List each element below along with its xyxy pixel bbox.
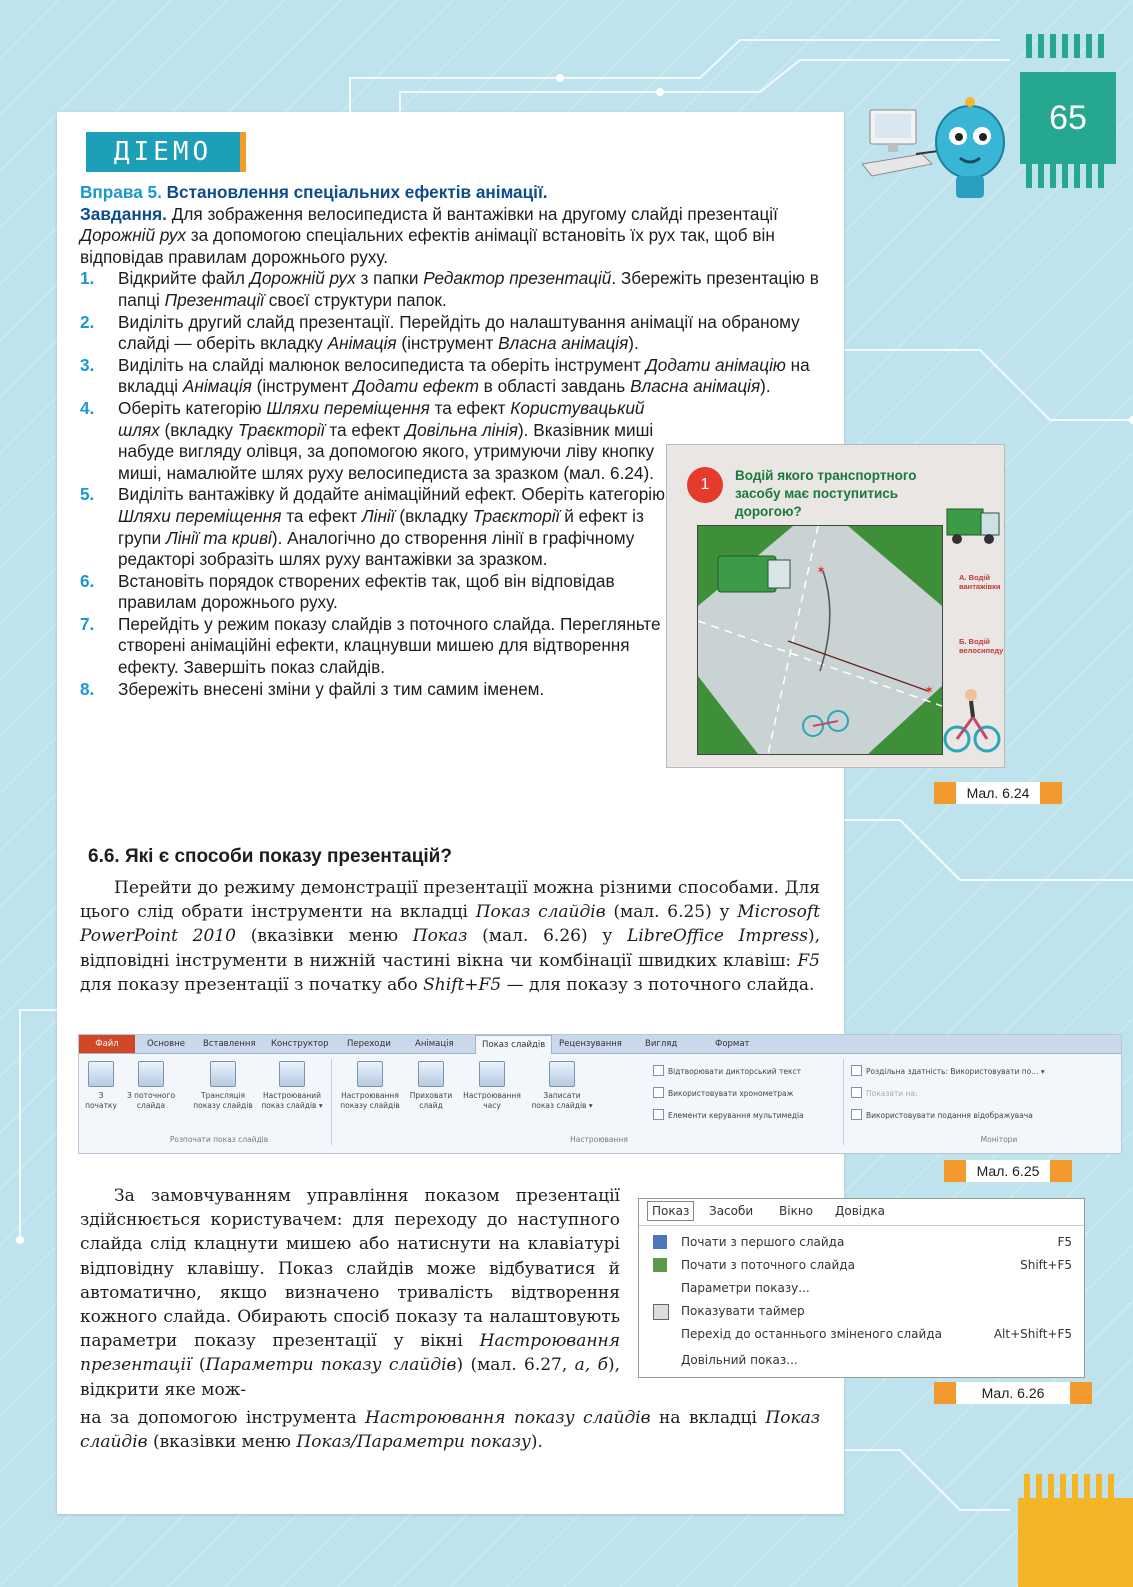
show-on-label: Показати на:	[866, 1089, 918, 1098]
slideshow-icon	[653, 1235, 667, 1249]
button-label: початку	[85, 1101, 117, 1110]
step-text: (вкладку	[164, 419, 234, 440]
task-text-part: за допомогою спеціальних ефектів анімації встановіть їх рух так, щоб він відповідав правилам дорожнього руху.	[80, 225, 775, 267]
menu-bar	[639, 1199, 1084, 1226]
para-text: для показу презентації з початку або	[80, 974, 418, 995]
tab-insert[interactable]: Вставлення	[203, 1039, 256, 1049]
menu-item-last-edited[interactable]	[639, 1323, 1084, 1345]
button-label: Настроювання	[463, 1091, 521, 1100]
menu-item-start-current[interactable]	[639, 1254, 1084, 1276]
step-text: своєї структури папок.	[268, 289, 447, 310]
menu-item-start-first[interactable]	[639, 1231, 1084, 1253]
section-paragraph-2	[80, 1184, 620, 1402]
step-italic: Власна анімація	[630, 376, 761, 397]
ribbon-separator	[331, 1059, 332, 1145]
intersection-illustration	[697, 525, 943, 755]
para-text: ).	[530, 1432, 543, 1453]
step-number: 6.	[80, 570, 95, 591]
step-number: 4.	[80, 397, 95, 418]
presenter-view-checkbox[interactable]	[851, 1109, 1033, 1120]
page-tab-stripes-bottom	[1026, 164, 1110, 188]
step-text: Виділіть на слайді малюнок велосипедиста та оберіть інструмент	[118, 354, 641, 375]
slide-question: Водій якого транспортного засобу має поступитись дорогою?	[735, 468, 917, 519]
para-italic: Показ слайдів	[80, 1408, 821, 1453]
impress-slideshow-menu	[638, 1198, 1085, 1378]
step-italic: Дорожній рух	[249, 268, 356, 289]
step-italic: Додати анімацію	[645, 354, 786, 375]
step-text: Встановіть порядок створених ефектів так, щоб він відповідав правилам дорожнього руху.	[118, 570, 615, 613]
step-item	[80, 614, 670, 679]
custom-show-icon	[279, 1061, 305, 1087]
step-item	[80, 484, 670, 570]
section-title: 6.6. Які є способи показу презентацій?	[88, 846, 452, 867]
custom-show-button[interactable]	[257, 1061, 327, 1111]
figure-slide-traffic	[666, 444, 1005, 768]
page-tab-stripes	[1026, 34, 1110, 58]
ribbon-separator	[843, 1059, 844, 1145]
figure-caption-6-26: Мал. 6.26	[934, 1382, 1092, 1404]
para-text: (мал. 6.26) у	[482, 926, 613, 947]
resolution-label: Роздільна здатність:	[866, 1067, 949, 1076]
step-text: Оберіть категорію	[118, 397, 262, 418]
para-italic: LibreOffice Impress	[627, 926, 808, 947]
record-show-button[interactable]	[529, 1061, 595, 1111]
step-text: Виділіть вантажівку й додайте анімаційний ефект. Оберіть категорію	[118, 484, 665, 505]
tab-file[interactable]: Файл	[79, 1035, 135, 1053]
step-italic: Користувацький шлях	[118, 397, 645, 440]
step-text: та ефект	[329, 419, 401, 440]
step-item	[80, 571, 670, 614]
intersection-drawing	[698, 526, 942, 754]
step-text: Збережіть внесені зміни у файлі з тим самим іменем.	[118, 678, 545, 699]
broadcast-button[interactable]	[191, 1061, 255, 1111]
tab-slideshow[interactable]: Показ слайдів	[475, 1035, 552, 1054]
narration-checkbox[interactable]	[653, 1065, 801, 1076]
checkbox-label: Використовувати подання відображувача	[866, 1111, 1033, 1120]
group-setup-label: Настроювання	[570, 1135, 628, 1144]
para-text: (мал. 6.25) у	[613, 902, 730, 923]
step-italic: Редактор презентацій	[423, 268, 612, 289]
step-item	[80, 312, 820, 355]
para-italic: Shift+F5	[423, 974, 502, 995]
step-text: в області завдань	[483, 376, 626, 397]
exercise-heading	[80, 182, 820, 204]
slideshow-current-icon	[138, 1061, 164, 1087]
menu-item-shortcut: F5	[1057, 1235, 1072, 1249]
button-label: Настроюваний	[262, 1091, 322, 1100]
menu-tools[interactable]: Засоби	[709, 1204, 754, 1218]
step-italic: Траєкторії	[472, 505, 560, 526]
resolution-value: Використовувати по...	[950, 1067, 1039, 1076]
button-label: слайд	[419, 1101, 443, 1110]
step-item	[80, 355, 820, 398]
section-badge: ДІЕМО	[86, 132, 246, 172]
task-text-part: Для зображення велосипедиста й вантажівки на другому слайді презентації	[171, 203, 778, 224]
step-italic: Анімація	[327, 333, 397, 354]
menu-help[interactable]: Довідка	[835, 1204, 886, 1218]
para-text: на вкладці	[659, 1408, 757, 1428]
step-text: та ефект	[434, 397, 506, 418]
powerpoint-ribbon	[78, 1034, 1122, 1154]
checkbox-label: Відтворювати дикторський текст	[668, 1067, 802, 1076]
step-text: (інструмент	[256, 376, 349, 397]
task-text-italic: Дорожній рух	[80, 225, 187, 246]
step-italic: Шляхи переміщення	[118, 505, 282, 526]
para-italic: Настроювання показу слайдів	[365, 1408, 651, 1428]
para-text: ), відкрити яке мож-	[80, 1355, 621, 1400]
button-label: показу слайдів	[340, 1101, 400, 1110]
menu-item-shortcut: Alt+Shift+F5	[993, 1327, 1072, 1341]
cyclist-icon	[943, 683, 1001, 755]
checkbox-icon	[653, 1109, 664, 1120]
checkbox-label: Використовувати хронометраж	[668, 1089, 794, 1098]
page-number: 65	[1020, 72, 1116, 164]
para-text: — для показу з поточного слайда.	[506, 974, 815, 995]
para-italic: Параметри показу слайдів	[205, 1355, 457, 1376]
menu-item-label: Перехід до останнього зміненого слайда	[681, 1327, 942, 1341]
para-italic: Microsoft PowerPoint 2010	[80, 902, 821, 947]
step-italic: Презентації	[164, 289, 264, 310]
tab-review[interactable]: Рецензування	[559, 1039, 622, 1049]
para-text: Перейти до режиму демонстрації презентації можна різними способами. Для цього слід обрати інструменти на вкладці	[80, 878, 820, 923]
svg-text:✶: ✶	[924, 683, 935, 697]
menu-window[interactable]: Вікно	[779, 1204, 814, 1218]
menu-item-custom-show[interactable]	[639, 1349, 1084, 1371]
step-italic: Траєкторії	[237, 419, 325, 440]
step-number: 8.	[80, 678, 95, 699]
button-label: показ слайдів ▾	[261, 1101, 323, 1110]
menu-item-label: Почати з першого слайда	[681, 1235, 845, 1249]
step-text: . Збережіть презентацію в папці	[118, 268, 819, 310]
record-icon	[549, 1061, 575, 1087]
monitor-icon	[851, 1065, 862, 1076]
corner-stripes	[1024, 1474, 1120, 1498]
exercise-number: Вправа 5.	[80, 182, 162, 202]
broadcast-icon	[210, 1061, 236, 1087]
step-italic: Шляхи переміщення	[266, 397, 430, 418]
timing-icon	[479, 1061, 505, 1087]
group-start-label: Розпочати показ слайдів	[169, 1135, 269, 1144]
slideshow-start-icon	[88, 1061, 114, 1087]
checkbox-label: Елементи керування мультимедіа	[668, 1111, 804, 1120]
menu-item-label: Показувати таймер	[681, 1304, 805, 1318]
hide-slide-button[interactable]	[407, 1061, 455, 1111]
step-italic: Анімація	[182, 376, 252, 397]
question-number-badge: 1	[687, 467, 723, 503]
group-monitors-label: Монітори	[980, 1135, 1018, 1144]
step-text: з папки	[360, 268, 419, 289]
step-text: ). Вказівник миші набуде вигляду олівця, за допомогою якого, утримуючи ліву кнопку миші, намалюйте шлях руху велосипедиста за зразком (мал. 6.24).	[118, 419, 655, 483]
exercise-title: Встановлення спеціальних ефектів анімації.	[166, 182, 548, 202]
step-italic: Лінії	[361, 505, 395, 526]
step-text: Відкрийте файл	[118, 268, 245, 289]
button-label: слайда	[136, 1101, 166, 1110]
corner-block	[1018, 1498, 1133, 1587]
step-number: 3.	[80, 354, 95, 375]
button-label: Записати	[543, 1091, 581, 1100]
step-item	[80, 268, 820, 311]
para-text: (вказівки меню	[152, 1432, 291, 1453]
step-italic: Власна анімація	[498, 333, 629, 354]
tab-transitions[interactable]: Переходи	[347, 1039, 391, 1049]
step-number: 7.	[80, 613, 95, 634]
step-text: на вкладці	[118, 354, 810, 397]
menu-item-settings[interactable]	[639, 1277, 1084, 1299]
hide-slide-icon	[418, 1061, 444, 1087]
menu-item-show-timer[interactable]	[639, 1300, 1084, 1322]
para-italic: а, б	[574, 1355, 608, 1376]
task-text	[80, 204, 820, 269]
step-italic: Лінії та криві	[165, 527, 272, 548]
menu-item-label: Почати з поточного слайда	[681, 1258, 855, 1272]
step-text: (вкладку	[399, 505, 468, 526]
setup-show-icon	[357, 1061, 383, 1087]
step-item	[80, 398, 670, 484]
media-controls-checkbox[interactable]	[653, 1109, 804, 1120]
resolution-select[interactable]: Роздільна здатність: Використовувати по... ▾	[851, 1065, 1045, 1076]
para-italic: Показ	[412, 926, 468, 947]
step-number: 2.	[80, 311, 95, 332]
slideshow-current-icon	[653, 1258, 667, 1272]
step-text: Виділіть другий слайд презентації. Перейдіть до налаштування анімації на обраному слайді — оберіть вкладку	[118, 311, 800, 354]
button-label: Настроювання	[341, 1091, 399, 1100]
step-text: ).	[628, 333, 639, 354]
from-current-button[interactable]	[125, 1061, 177, 1111]
para-italic: Показ/Параметри показу	[296, 1432, 531, 1453]
tab-design[interactable]: Конструктор	[271, 1039, 329, 1049]
para-text: ) (мал. 6.27,	[456, 1355, 568, 1376]
truck-icon	[945, 499, 1003, 547]
button-label: Приховати	[409, 1091, 453, 1100]
step-text: ).	[760, 376, 771, 397]
para-italic: Настроювання презентації	[80, 1331, 620, 1376]
button-label: З	[98, 1091, 104, 1100]
checkbox-icon	[653, 1065, 664, 1076]
step-italic: Довільна лінія	[405, 419, 518, 440]
figure-caption-6-25: Мал. 6.25	[944, 1160, 1072, 1182]
section-paragraph-3	[80, 1406, 820, 1454]
ribbon-tabs	[79, 1035, 1121, 1054]
step-number: 1.	[80, 268, 95, 289]
para-text: ), відповідні інструменти в нижній частині вікна чи комбінації швидких клавіш:	[80, 926, 821, 971]
menu-item-label: Довільний показ...	[681, 1353, 798, 1367]
robot-computer-illustration	[862, 92, 1022, 202]
step-text: (інструмент	[401, 333, 494, 354]
tab-format[interactable]: Формат	[715, 1039, 750, 1049]
step-number: 5.	[80, 484, 95, 505]
from-beginning-button[interactable]	[81, 1061, 121, 1111]
tab-view[interactable]: Вигляд	[645, 1039, 678, 1049]
timings-checkbox[interactable]	[653, 1087, 793, 1098]
timer-icon	[653, 1304, 669, 1320]
checkbox-icon	[851, 1109, 862, 1120]
answer-a: А. Водій вантажівки	[959, 573, 1001, 591]
para-text: За замовчуванням управління показом презентації здійснюється користувачем: для переходу до наступного слайда слід клацнути мишею або натиснути на клавіатурі відповідну клавішу. Показ слайдів може відбуватися й автоматично, якщо визначено тривалість відтворення кожного слайда. Обирають спосіб показу та налаштовують параметри показу презентації у вікні	[80, 1186, 620, 1352]
button-label: показу слайдів	[193, 1101, 253, 1110]
step-text: Перейдіть у режим показу слайдів з поточного слайда. Перегляньте створені анімаційні ефекти, клацнувши мишею для відтворення ефекту. Завершіть показ слайдів.	[118, 613, 661, 678]
menu-show[interactable]: Показ	[647, 1201, 694, 1221]
step-text: ). Аналогічно до створення лінії в графічному редакторі зобразіть шлях руху вантажівки за зразком.	[118, 527, 635, 570]
para-text: на за допомогою інструмента	[80, 1408, 357, 1428]
setup-show-button[interactable]	[335, 1061, 405, 1111]
menu-item-shortcut: Shift+F5	[1020, 1258, 1072, 1272]
para-text: (вказівки меню	[250, 926, 399, 947]
para-text: (	[198, 1355, 206, 1376]
section-paragraph-1	[80, 876, 820, 997]
menu-item-label: Параметри показу...	[681, 1281, 810, 1295]
step-text: та ефект	[286, 505, 358, 526]
show-on-select[interactable]	[851, 1087, 918, 1098]
para-italic: Показ слайдів	[475, 902, 606, 923]
para-italic: F5	[797, 950, 820, 971]
step-italic: Додати ефект	[353, 376, 479, 397]
tab-home[interactable]: Основне	[147, 1039, 185, 1049]
rehearse-timings-button[interactable]	[459, 1061, 525, 1111]
button-label: часу	[483, 1101, 501, 1110]
answer-b: Б. Водій велосипеду	[959, 637, 1004, 655]
tab-animation[interactable]: Анімація	[415, 1039, 454, 1049]
button-label: показ слайдів ▾	[531, 1101, 593, 1110]
button-label: З поточного	[126, 1091, 176, 1100]
checkbox-icon	[653, 1087, 664, 1098]
button-label: Трансляція	[201, 1091, 245, 1100]
figure-caption-6-24: Мал. 6.24	[934, 782, 1062, 804]
task-label: Завдання.	[80, 203, 167, 224]
step-text: й ефект із групи	[118, 505, 644, 548]
monitor-icon	[851, 1087, 862, 1098]
svg-text:✶: ✶	[816, 563, 827, 577]
